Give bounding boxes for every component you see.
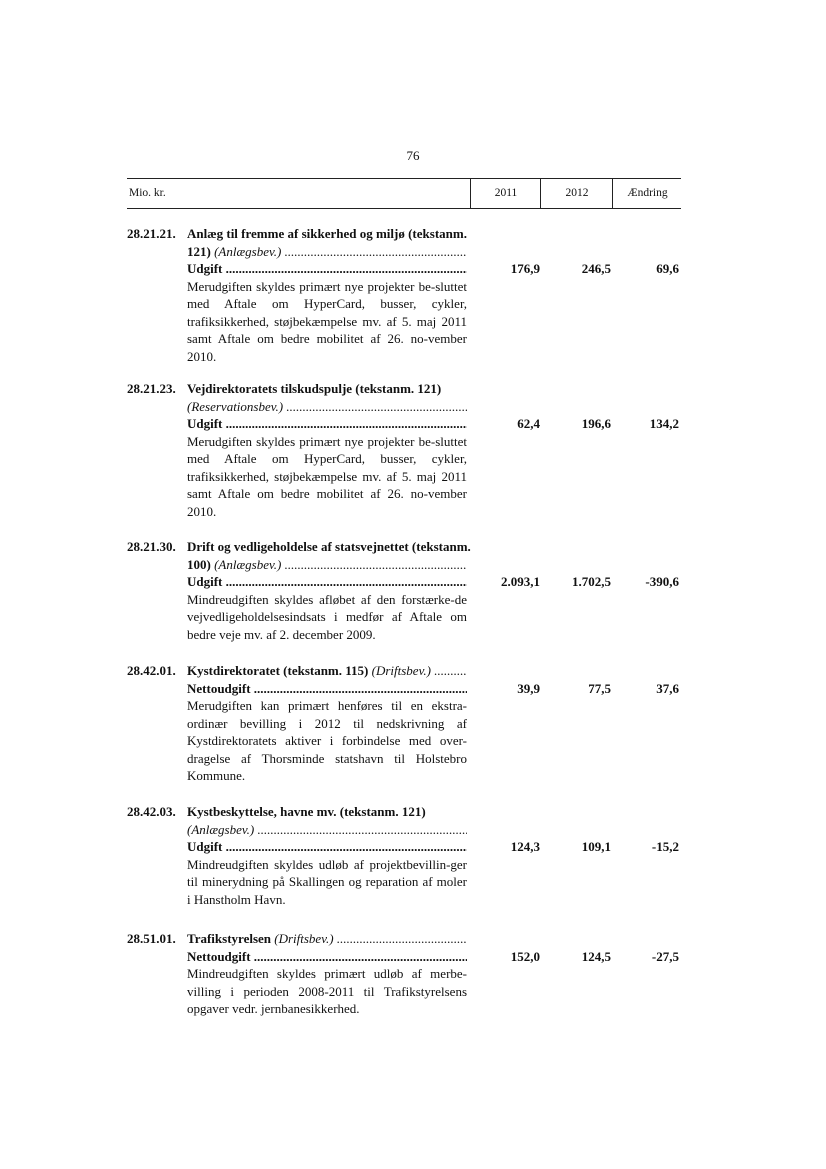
appropriation-type: (Anlægsbev.) ..... [214, 557, 467, 572]
line-label: Udgift [187, 261, 223, 276]
entry-description: Merudgiften kan primært henføres til en ekstra-ordinær bevilling i 2012 til nedskrivning af Kystdirektoratets aktiver i forbindelse med over-dragelse af Thorsminde statshavn til Holstebro Kommune. [187, 698, 467, 783]
entry-title-cont: 100) [187, 556, 211, 572]
entry-body [187, 538, 471, 643]
value-2011: 39,9 [517, 681, 540, 696]
entry-body [187, 380, 467, 520]
appropriation-type: (Reservationsbev.) ..... [187, 399, 467, 414]
value-change: -27,5 [651, 949, 679, 964]
entry-body [187, 803, 467, 908]
entry-description: Merudgiften skyldes primært nye projekter be-sluttet med Aftale om HyperCard, busser, cykler, trafiksikkerhed, støjbekæmpelse mv. af 5. maj 2011 samt Aftale om bedre mobilitet af 26. no-vember 2010. [187, 433, 467, 519]
header-col-2012: 2012 [540, 179, 613, 208]
entry-title-cont: 121) [187, 243, 211, 259]
value-change: 37,6 [656, 681, 679, 696]
line-label: Udgift [187, 416, 223, 431]
account-number: 28.42.01. [127, 663, 176, 678]
value-2012: 124,5 [581, 949, 611, 964]
entry-title: Drift og vedligeholdelse af statsvejnettet (tekstanm. [187, 539, 471, 554]
header-col-change: Ændring [612, 179, 682, 208]
entry-description: Mindreudgiften skyldes primært udløb af merbe-villing i perioden 2008-2011 til Trafikstyrelsens opgaver vedr. jernbanesikkerhed. [187, 966, 467, 1016]
account-number: 28.21.21. [127, 226, 176, 241]
appropriation-type: (Driftsbev.) ..... [274, 931, 467, 946]
value-change: -15,2 [651, 839, 679, 854]
entry-body [187, 930, 467, 1018]
entry-description: Mindreudgiften skyldes afløbet af den forstærke-de vejvedligeholdelsesindsats i medfør af Aftale om bedre veje mv. af 2. december 2009. [187, 591, 467, 642]
entry-title: Anlæg til fremme af sikkerhed og miljø (tekstanm. [187, 226, 467, 241]
value-2012: 196,6 [581, 416, 611, 431]
header-col-2011: 2011 [470, 179, 541, 208]
line-label: Nettoudgift [187, 680, 251, 696]
value-2012: 1.702,5 [572, 574, 611, 589]
value-2012: 109,1 [581, 839, 611, 854]
appropriation-type: (Anlægsbev.) ..... [214, 244, 467, 259]
value-2011: 152,0 [510, 949, 540, 964]
table-header [127, 178, 681, 209]
entry-body [187, 662, 467, 785]
value-2011: 2.093,1 [501, 574, 540, 589]
value-change: 69,6 [656, 261, 679, 276]
account-number: 28.42.03. [127, 804, 176, 819]
line-label: Nettoudgift [187, 948, 251, 964]
value-2011: 124,3 [510, 839, 540, 854]
value-2012: 77,5 [588, 681, 611, 696]
entry-title: Trafikstyrelsen [187, 931, 272, 946]
value-2011: 62,4 [517, 416, 540, 431]
entry-title: Vejdirektoratets tilskudspulje (tekstanm. 121) [187, 381, 442, 396]
entry-title: Kystbeskyttelse, havne mv. (tekstanm. 121) [187, 804, 426, 819]
value-change: 134,2 [649, 416, 679, 431]
value-change: -390,6 [645, 574, 679, 589]
header-unit-label: Mio. kr. [129, 187, 166, 199]
entry-description: Merudgiften skyldes primært nye projekter be-sluttet med Aftale om HyperCard, busser, cykler, trafiksikkerhed, støjbekæmpelse mv. af 5. maj 2011 samt Aftale om bedre mobilitet af 26. no-vember 2010. [187, 278, 467, 364]
line-label: Udgift [187, 839, 223, 854]
entry-body [187, 225, 467, 365]
appropriation-type: (Driftsbev.) ..... [372, 663, 467, 678]
appropriation-type: (Anlægsbev.) ..... [187, 822, 467, 837]
account-number: 28.51.01. [127, 931, 176, 946]
entry-description: Mindreudgiften skyldes udløb af projektbevillin-ger til minerydning på Skallingen og reparation af moler i Hanstholm Havn. [187, 856, 467, 907]
entry-title: Kystdirektoratet (tekstanm. 115) [187, 663, 369, 678]
account-number: 28.21.30. [127, 539, 176, 554]
account-number: 28.21.23. [127, 381, 176, 396]
value-2011: 176,9 [510, 261, 540, 276]
value-2012: 246,5 [581, 261, 611, 276]
line-label: Udgift [187, 574, 223, 589]
page-number: 76 [406, 148, 420, 163]
